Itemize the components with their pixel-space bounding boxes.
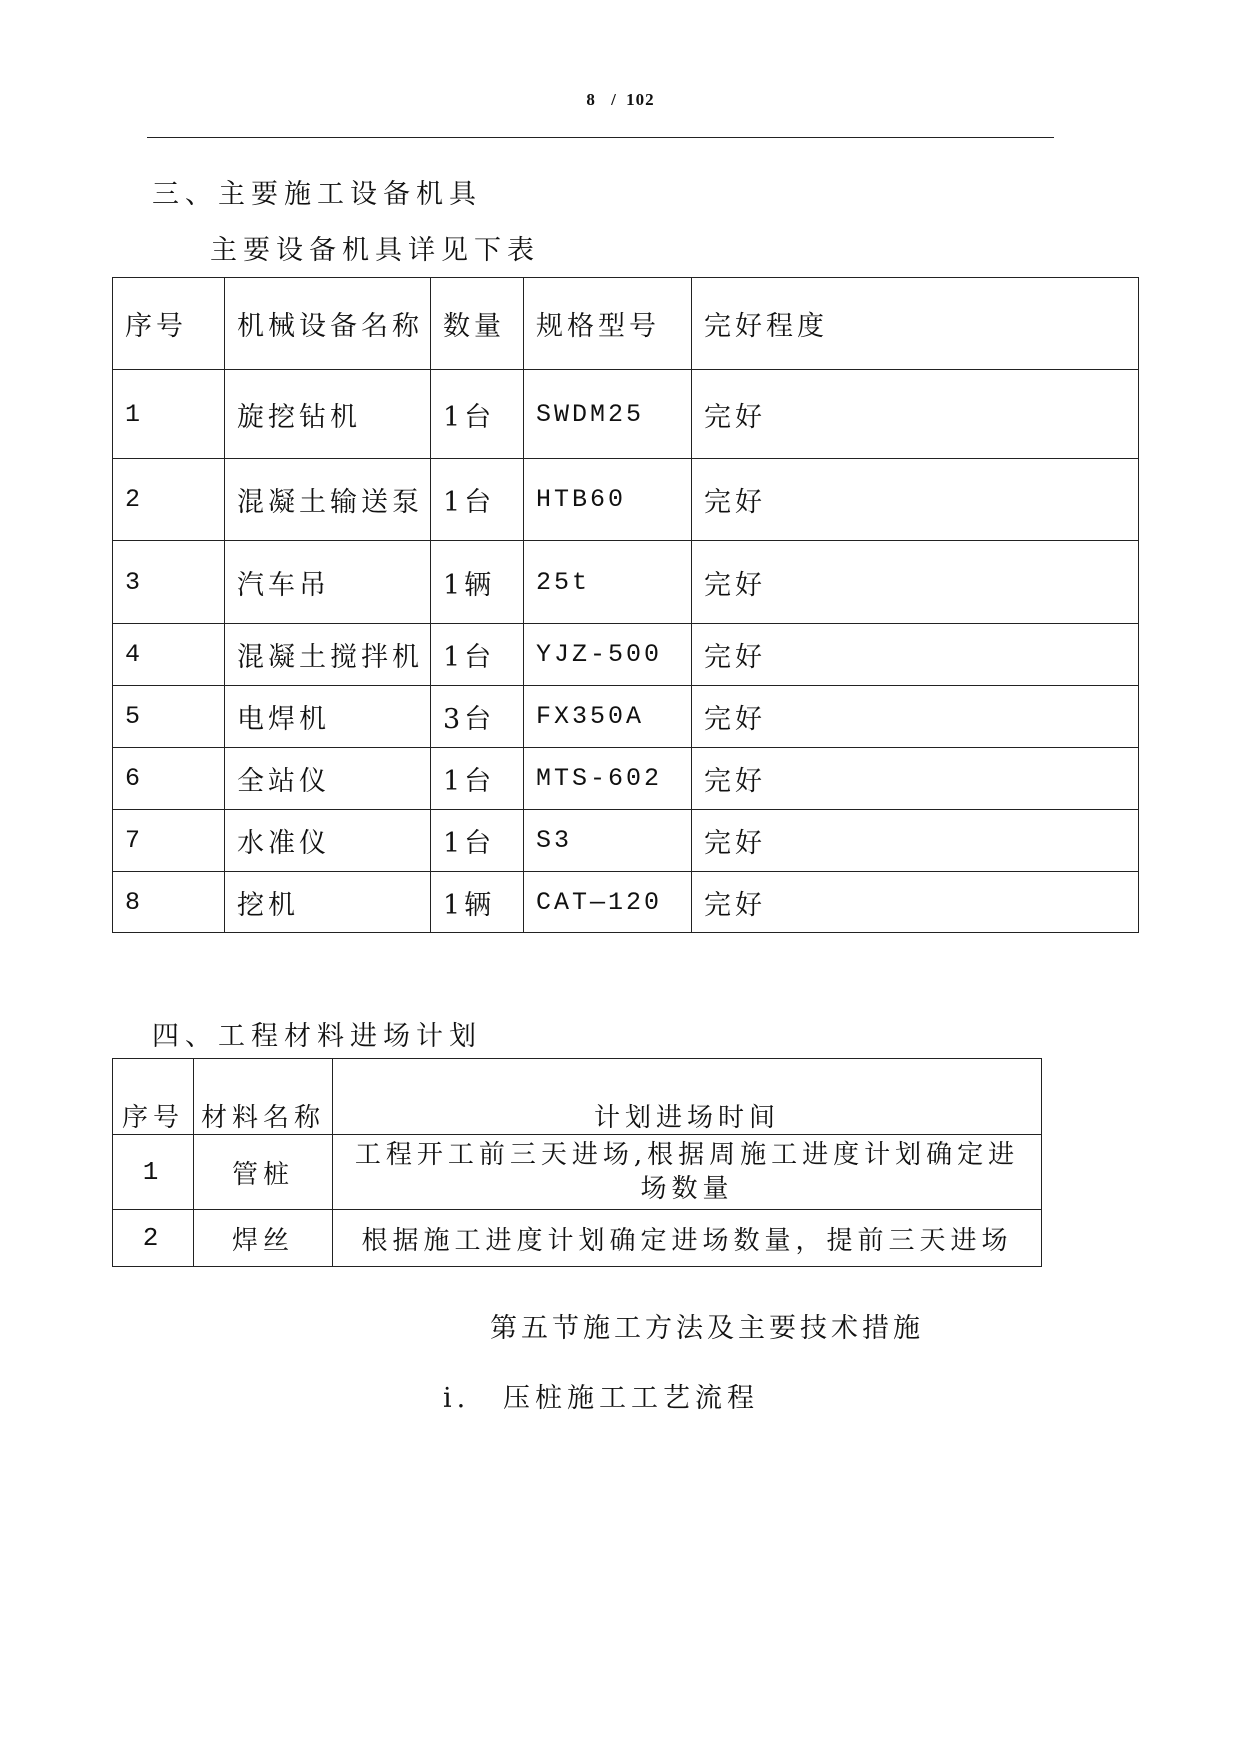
condition: 完好	[692, 686, 1139, 748]
arrival-plan: 根据施工进度计划确定进场数量，提前三天进场	[333, 1210, 1042, 1267]
equipment-name: 电焊机	[225, 686, 431, 748]
row-number: 7	[113, 810, 225, 872]
header-cell: 材料名称	[194, 1059, 333, 1135]
section3-heading: 三、主要施工设备机具	[152, 179, 482, 210]
condition: 完好	[692, 624, 1139, 686]
header-rule	[147, 137, 1054, 138]
table-header-row	[113, 278, 1139, 370]
table-row	[113, 624, 1139, 686]
section5-title: 第五节施工方法及主要技术措施	[490, 1313, 924, 1344]
table-row	[113, 459, 1139, 541]
table-row	[113, 748, 1139, 810]
page-number	[0, 90, 1241, 110]
header-cell: 机械设备名称	[225, 278, 431, 370]
equipment-name: 全站仪	[225, 748, 431, 810]
page-current: 8	[586, 90, 596, 109]
model: SWDM25	[524, 370, 692, 459]
table-row	[113, 1135, 1042, 1210]
condition: 完好	[692, 370, 1139, 459]
table-row	[113, 370, 1139, 459]
table-row	[113, 541, 1139, 624]
header-cell: 序号	[113, 1059, 194, 1135]
process-flow-heading	[443, 1376, 759, 1415]
quantity: 1台	[431, 624, 524, 686]
header-cell: 完好程度	[692, 278, 1139, 370]
row-number: 6	[113, 748, 225, 810]
quantity: 1台	[431, 459, 524, 541]
header-cell: 计划进场时间	[333, 1059, 1042, 1135]
material-name: 焊丝	[194, 1210, 333, 1267]
model: CAT—120	[524, 872, 692, 933]
quantity: 1台	[431, 370, 524, 459]
equipment-name: 混凝土搅拌机	[225, 624, 431, 686]
equipment-name: 旋挖钻机	[225, 370, 431, 459]
model: S3	[524, 810, 692, 872]
header-cell: 序号	[113, 278, 225, 370]
condition: 完好	[692, 459, 1139, 541]
table-header-row	[113, 1059, 1042, 1135]
row-number: 2	[113, 459, 225, 541]
condition: 完好	[692, 810, 1139, 872]
equipment-table	[112, 277, 1139, 933]
process-flow-title: 压桩施工工艺流程	[503, 1383, 759, 1414]
table-row	[113, 872, 1139, 933]
material-name: 管桩	[194, 1135, 333, 1210]
row-number: 3	[113, 541, 225, 624]
list-marker: i.	[443, 1383, 471, 1414]
condition: 完好	[692, 872, 1139, 933]
equipment-name: 混凝土输送泵	[225, 459, 431, 541]
row-number: 1	[113, 370, 225, 459]
arrival-plan: 工程开工前三天进场,根据周施工进度计划确定进场数量	[333, 1135, 1042, 1210]
model: 25t	[524, 541, 692, 624]
row-number: 5	[113, 686, 225, 748]
model: MTS-602	[524, 748, 692, 810]
row-number: 8	[113, 872, 225, 933]
quantity: 1辆	[431, 872, 524, 933]
model: FX350A	[524, 686, 692, 748]
row-number: 4	[113, 624, 225, 686]
equipment-name: 汽车吊	[225, 541, 431, 624]
model: HTB60	[524, 459, 692, 541]
page-separator: /	[611, 90, 617, 109]
materials-table	[112, 1058, 1042, 1267]
model: YJZ-500	[524, 624, 692, 686]
quantity: 1台	[431, 748, 524, 810]
page-total: 102	[626, 90, 655, 109]
condition: 完好	[692, 541, 1139, 624]
equipment-name: 水准仪	[225, 810, 431, 872]
header-cell: 数量	[431, 278, 524, 370]
table-row	[113, 1210, 1042, 1267]
table-row	[113, 810, 1139, 872]
row-number: 2	[113, 1210, 194, 1267]
section4-heading: 四、工程材料进场计划	[152, 1021, 482, 1052]
equipment-name: 挖机	[225, 872, 431, 933]
section3-intro: 主要设备机具详见下表	[210, 235, 540, 266]
table-row	[113, 686, 1139, 748]
quantity: 3台	[431, 686, 524, 748]
quantity: 1辆	[431, 541, 524, 624]
header-cell: 规格型号	[524, 278, 692, 370]
quantity: 1台	[431, 810, 524, 872]
condition: 完好	[692, 748, 1139, 810]
row-number: 1	[113, 1135, 194, 1210]
